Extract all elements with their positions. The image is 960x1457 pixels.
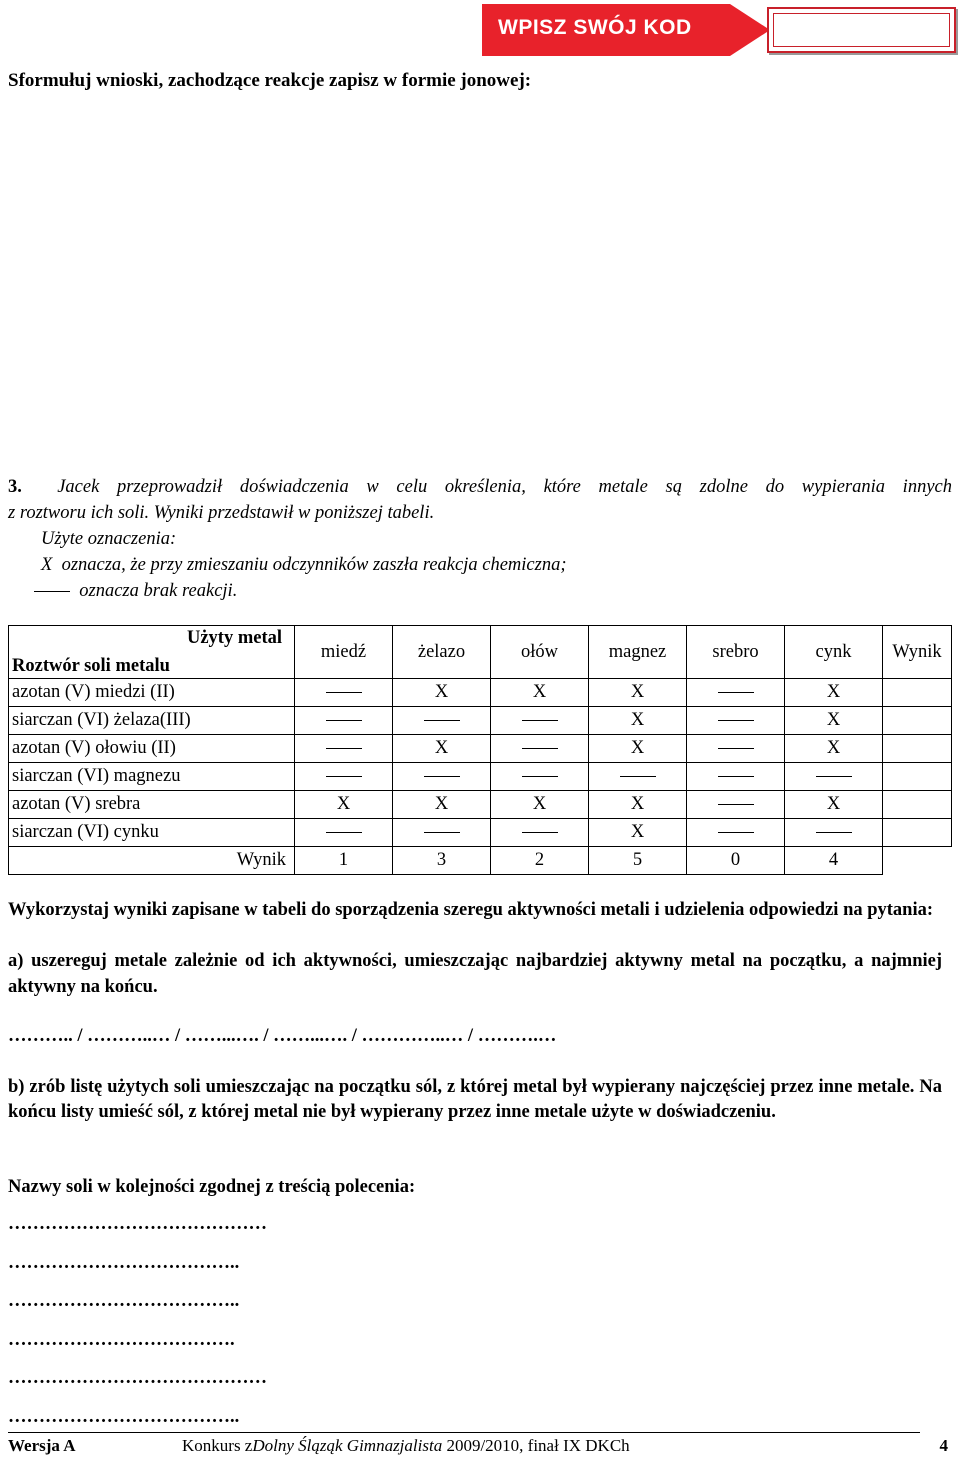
answer-line[interactable]: ……………………………….. xyxy=(8,1291,240,1311)
result-empty-cell[interactable] xyxy=(883,707,952,735)
no-reaction-cell xyxy=(687,735,785,763)
legend-x-text: oznacza, że przy zmieszaniu odczynników zaszła reakcja chemiczna; xyxy=(61,555,567,575)
footer-contest-italic: Dolny Śląząk Gimnazjalista xyxy=(252,1436,443,1455)
row-label: siarczan (VI) żelaza(III) xyxy=(9,707,295,735)
row-label: azotan (V) ołowiu (II) xyxy=(9,735,295,763)
reaction-cell: X xyxy=(491,679,589,707)
footer-contest xyxy=(182,1436,630,1456)
header-salt-solution: Roztwór soli metalu xyxy=(12,656,170,676)
no-reaction-cell xyxy=(491,819,589,847)
no-reaction-cell xyxy=(687,791,785,819)
reaction-cell: X xyxy=(295,791,393,819)
results-table xyxy=(8,625,952,875)
dash-symbol xyxy=(718,804,754,805)
reaction-cell: X xyxy=(589,707,687,735)
code-label: WPISZ SWÓJ KOD xyxy=(498,16,692,39)
reaction-cell: X xyxy=(589,679,687,707)
reaction-cell: X xyxy=(785,679,883,707)
reaction-cell: X xyxy=(785,791,883,819)
page-footer xyxy=(8,1432,948,1457)
task3-block xyxy=(8,474,952,604)
part-b-instruction: b) zrób listę użytych soli umieszczając na początku sól, z której metal był wypierany najczęściej przez inne metale. Na końcu listy umieść sól, z której metal nie był wypierany przez inne metale użyte w doświadczeniu. xyxy=(8,1077,942,1122)
row-label: azotan (V) miedzi (II) xyxy=(9,679,295,707)
reaction-cell: X xyxy=(785,707,883,735)
header-corner-cell xyxy=(9,626,295,679)
no-reaction-cell xyxy=(491,707,589,735)
footer-version: Wersja A xyxy=(8,1436,76,1455)
table-row xyxy=(9,763,952,791)
dash-symbol xyxy=(424,776,460,777)
footer-page-number: 4 xyxy=(939,1436,948,1455)
dash-symbol xyxy=(522,748,558,749)
legend-dash-text: oznacza brak reakcji. xyxy=(79,581,238,601)
no-reaction-cell xyxy=(491,735,589,763)
col-header: magnez xyxy=(589,626,687,679)
no-reaction-cell xyxy=(295,735,393,763)
col-header: ołów xyxy=(491,626,589,679)
reaction-cell: X xyxy=(491,791,589,819)
result-cell: 1 xyxy=(295,847,393,875)
dash-symbol xyxy=(424,720,460,721)
task-number: 3. xyxy=(8,477,22,497)
code-input-box[interactable] xyxy=(767,7,956,53)
dash-symbol xyxy=(718,748,754,749)
no-reaction-cell xyxy=(295,763,393,791)
dash-symbol xyxy=(326,720,362,721)
reaction-cell: X xyxy=(589,819,687,847)
footer-contest-suffix: 2009/2010, finał IX DKCh xyxy=(442,1436,630,1455)
empty-cell xyxy=(883,847,952,875)
no-reaction-cell xyxy=(589,763,687,791)
dash-symbol xyxy=(326,776,362,777)
legend-x-line xyxy=(8,552,952,578)
header-used-metal: Użyty metal xyxy=(186,628,282,648)
task-text-line2: z roztworu ich soli. Wyniki przedstawił w poniższej tabeli. xyxy=(8,503,435,523)
result-label: Wynik xyxy=(9,847,295,875)
code-box-inner xyxy=(773,13,950,47)
dash-symbol xyxy=(718,776,754,777)
no-reaction-cell xyxy=(295,707,393,735)
table-row xyxy=(9,819,952,847)
table-row xyxy=(9,791,952,819)
table-body xyxy=(9,679,952,847)
code-banner xyxy=(482,2,768,56)
no-reaction-cell xyxy=(687,763,785,791)
no-reaction-cell xyxy=(393,707,491,735)
no-reaction-cell xyxy=(687,707,785,735)
dash-symbol xyxy=(326,692,362,693)
table-row xyxy=(9,707,952,735)
dash-symbol xyxy=(718,832,754,833)
result-empty-cell[interactable] xyxy=(883,791,952,819)
col-header: żelazo xyxy=(393,626,491,679)
result-empty-cell[interactable] xyxy=(883,735,952,763)
reaction-cell: X xyxy=(393,791,491,819)
use-results-instruction: Wykorzystaj wyniki zapisane w tabeli do sporządzenia szeregu aktywności metali i udzielenia odpowiedzi na pytania: xyxy=(8,900,934,920)
dash-symbol xyxy=(34,591,70,592)
dash-symbol xyxy=(326,748,362,749)
reaction-cell: X xyxy=(589,791,687,819)
legend-x-symbol: X xyxy=(41,555,53,575)
result-empty-cell[interactable] xyxy=(883,679,952,707)
result-cell: 3 xyxy=(393,847,491,875)
intro-instruction: Sformułuj wnioski, zachodzące reakcje zapisz w formie jonowej: xyxy=(8,70,532,91)
dash-symbol xyxy=(326,832,362,833)
table-row xyxy=(9,735,952,763)
names-title: Nazwy soli w kolejności zgodnej z treścią polecenia: xyxy=(8,1177,416,1197)
result-cell: 5 xyxy=(589,847,687,875)
no-reaction-cell xyxy=(687,819,785,847)
reaction-cell: X xyxy=(785,735,883,763)
no-reaction-cell xyxy=(295,819,393,847)
row-label: siarczan (VI) cynku xyxy=(9,819,295,847)
no-reaction-cell xyxy=(687,679,785,707)
table-row xyxy=(9,679,952,707)
row-label: siarczan (VI) magnezu xyxy=(9,763,295,791)
col-header: Wynik xyxy=(883,626,952,679)
result-cell: 0 xyxy=(687,847,785,875)
dash-symbol xyxy=(718,720,754,721)
footer-contest-prefix: Konkurs z xyxy=(182,1436,253,1455)
no-reaction-cell xyxy=(295,679,393,707)
answer-line[interactable]: …………………………………… xyxy=(8,1368,267,1388)
result-cell: 2 xyxy=(491,847,589,875)
part-a-instruction: a) uszereguj metale zależnie od ich aktywności, umieszczając najbardziej aktywny metal na początku, a najmniej aktywny na końcu. xyxy=(8,951,942,997)
no-reaction-cell xyxy=(393,819,491,847)
result-empty-cell[interactable] xyxy=(883,763,952,791)
result-cell: 4 xyxy=(785,847,883,875)
dash-symbol xyxy=(424,832,460,833)
task-text-line1: Jacek przeprowadził doświadczenia w celu określenia, które metale są zdolne do wypierania innych xyxy=(57,477,952,497)
col-header: cynk xyxy=(785,626,883,679)
legend-title: Użyte oznaczenia: xyxy=(41,529,177,549)
no-reaction-cell xyxy=(491,763,589,791)
dash-symbol xyxy=(522,720,558,721)
result-row xyxy=(9,847,952,875)
dash-symbol xyxy=(718,692,754,693)
dash-symbol xyxy=(620,776,656,777)
answer-line[interactable]: ……………………………….. xyxy=(8,1252,240,1273)
dash-symbol xyxy=(816,776,852,777)
result-empty-cell[interactable] xyxy=(883,819,952,847)
row-label: azotan (V) srebra xyxy=(9,791,295,819)
answer-lines xyxy=(8,1205,267,1436)
no-reaction-cell xyxy=(785,763,883,791)
reaction-cell: X xyxy=(393,735,491,763)
reaction-cell: X xyxy=(589,735,687,763)
reaction-cell: X xyxy=(393,679,491,707)
no-reaction-cell xyxy=(393,763,491,791)
col-header: miedź xyxy=(295,626,393,679)
legend-dash-line xyxy=(8,578,952,604)
no-reaction-cell xyxy=(785,819,883,847)
dash-symbol xyxy=(522,832,558,833)
dash-symbol xyxy=(816,832,852,833)
answer-line[interactable]: ……………………………….. xyxy=(8,1406,240,1427)
answer-a-line[interactable]: ……….. / ………..… / ……...…. / ……...…. / …………..… / ……….… xyxy=(8,1026,557,1046)
table-header-row xyxy=(9,626,952,679)
answer-line[interactable]: ………………………………. xyxy=(8,1329,235,1350)
answer-line[interactable]: …………………………………… xyxy=(8,1214,267,1234)
dash-symbol xyxy=(522,776,558,777)
col-header: srebro xyxy=(687,626,785,679)
